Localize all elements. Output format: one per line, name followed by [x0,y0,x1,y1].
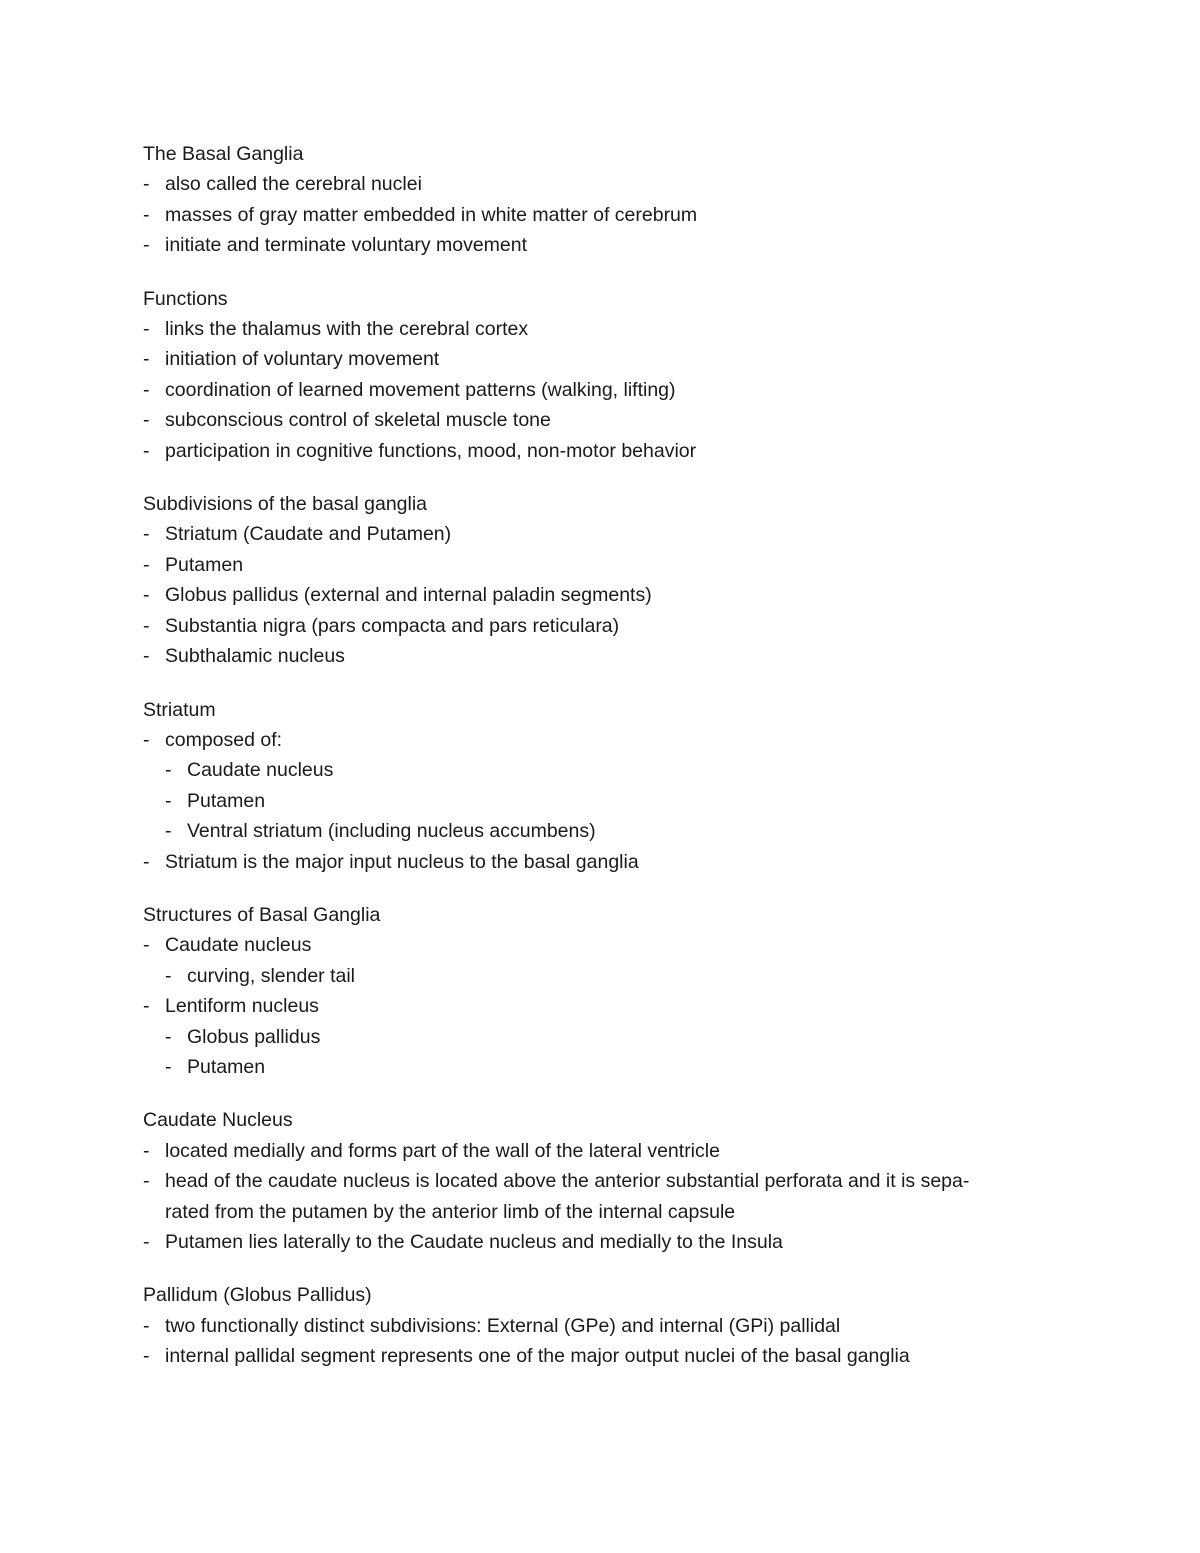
section [143,139,1063,261]
bullet-text: curving, slender tail [187,964,355,987]
bullet-item [143,580,1063,610]
bullet-list [143,1311,1063,1372]
bullet-text: Globus pallidus (external and internal paladin segments) [165,584,652,607]
dash-bullet-icon: - [165,820,172,843]
dash-bullet-icon: - [143,409,150,432]
bullet-text: Ventral striatum (including nucleus accumbens) [187,820,596,843]
bullet-item [143,1227,1063,1257]
bullet-text: two functionally distinct subdivisions: External (GPe) and internal (GPi) pallidal [165,1314,841,1337]
section-heading: Striatum [143,698,216,721]
sub-bullet-item [165,786,1063,816]
dash-bullet-icon: - [143,173,150,196]
dash-bullet-icon: - [143,614,150,637]
dash-bullet-icon: - [143,439,150,462]
bullet-list [143,519,1063,671]
sub-bullet-item [165,755,1063,785]
dash-bullet-icon: - [143,645,150,668]
bullet-text: initiate and terminate voluntary movement [165,234,528,257]
bullet-text: links the thalamus with the cerebral cortex [165,318,529,341]
dash-bullet-icon: - [143,728,150,751]
dash-bullet-icon: - [143,584,150,607]
bullet-text: Striatum (Caudate and Putamen) [165,523,452,546]
dash-bullet-icon: - [143,378,150,401]
dash-bullet-icon: - [165,789,172,812]
sub-bullet-item [165,1022,1063,1052]
dash-bullet-icon: - [143,1231,150,1253]
dash-bullet-icon: - [143,203,150,226]
dash-bullet-icon: - [143,523,150,546]
section [143,1105,1063,1257]
bullet-text: participation in cognitive functions, mood, non-motor behavior [165,439,697,462]
dash-bullet-icon: - [165,1055,172,1078]
bullet-item [143,314,1063,344]
bullet-text: internal pallidal segment represents one of the major output nuclei of the basal ganglia [165,1345,910,1368]
bullet-list [143,169,1063,260]
section [143,489,1063,671]
dash-bullet-icon: - [143,1314,150,1337]
bullet-text: Putamen [165,553,244,576]
bullet-text: Caudate nucleus [165,934,312,957]
bullet-list [143,314,1063,466]
section-heading: Functions [143,287,228,310]
dash-bullet-icon: - [143,1139,150,1162]
bullet-list [143,725,1063,877]
bullet-text: subconscious control of skeletal muscle tone [165,409,551,432]
section-heading: Caudate Nucleus [143,1109,293,1132]
dash-bullet-icon: - [143,234,150,257]
section [143,900,1063,1082]
bullet-text: Putamen [187,789,266,812]
dash-bullet-icon: - [143,934,150,957]
dash-bullet-icon: - [143,850,150,873]
bullet-text: coordination of learned movement patterns (walking, lifting) [165,378,676,401]
bullet-text: Subthalamic nucleus [165,645,345,668]
bullet-item [143,375,1063,405]
sub-bullet-item [165,961,1063,991]
section [143,284,1063,466]
bullet-list [143,1136,1063,1258]
dash-bullet-icon: - [165,964,172,987]
bullet-text: Lentiform nucleus [165,995,319,1018]
bullet-text: head of the caudate nucleus is located above the anterior substantial perforata and it is sepa- rated from the putamen by the anterior limb of the internal capsule [165,1170,970,1223]
bullet-text: Striatum is the major input nucleus to the basal ganglia [165,850,639,873]
bullet-text: Globus pallidus [187,1025,321,1048]
dash-bullet-icon: - [143,995,150,1018]
bullet-item [143,550,1063,580]
section [143,1280,1063,1371]
bullet-item [143,436,1063,466]
bullet-text: Putamen [187,1055,266,1078]
bullet-item [143,230,1063,260]
dash-bullet-icon: - [143,553,150,576]
bullet-item [143,200,1063,230]
bullet-item [143,405,1063,435]
section-heading: The Basal Ganglia [143,143,304,165]
bullet-item [143,641,1063,671]
notes-body [143,139,1063,1395]
section-heading: Pallidum (Globus Pallidus) [143,1284,372,1307]
dash-bullet-icon: - [143,348,150,371]
bullet-item [143,930,1063,960]
bullet-item [143,1311,1063,1341]
bullet-text: composed of: [165,728,283,751]
bullet-text: masses of gray matter embedded in white matter of cerebrum [165,203,698,226]
bullet-text: initiation of voluntary movement [165,348,440,371]
bullet-list [143,930,1063,1082]
bullet-item [143,519,1063,549]
sub-bullet-item [165,816,1063,846]
bullet-text: Putamen lies laterally to the Caudate nucleus and medially to the Insula [165,1231,783,1253]
bullet-item [143,1136,1063,1166]
bullet-item [143,847,1063,877]
bullet-text: Substantia nigra (pars compacta and pars reticulara) [165,614,620,637]
section [143,695,1063,877]
bullet-item [143,725,1063,755]
dash-bullet-icon: - [143,1170,150,1193]
bullet-text: located medially and forms part of the wall of the lateral ventricle [165,1139,720,1162]
bullet-item [143,611,1063,641]
bullet-item [143,1166,1063,1227]
bullet-text: also called the cerebral nuclei [165,173,422,196]
bullet-item [143,344,1063,374]
section-heading: Structures of Basal Ganglia [143,903,381,926]
bullet-item [143,991,1063,1021]
bullet-item [143,1341,1063,1371]
bullet-text: Caudate nucleus [187,759,334,782]
dash-bullet-icon: - [165,1025,172,1048]
dash-bullet-icon: - [165,759,172,782]
sub-bullet-item [165,1052,1063,1082]
dash-bullet-icon: - [143,318,150,341]
section-heading: Subdivisions of the basal ganglia [143,493,428,516]
bullet-item [143,169,1063,199]
dash-bullet-icon: - [143,1345,150,1368]
